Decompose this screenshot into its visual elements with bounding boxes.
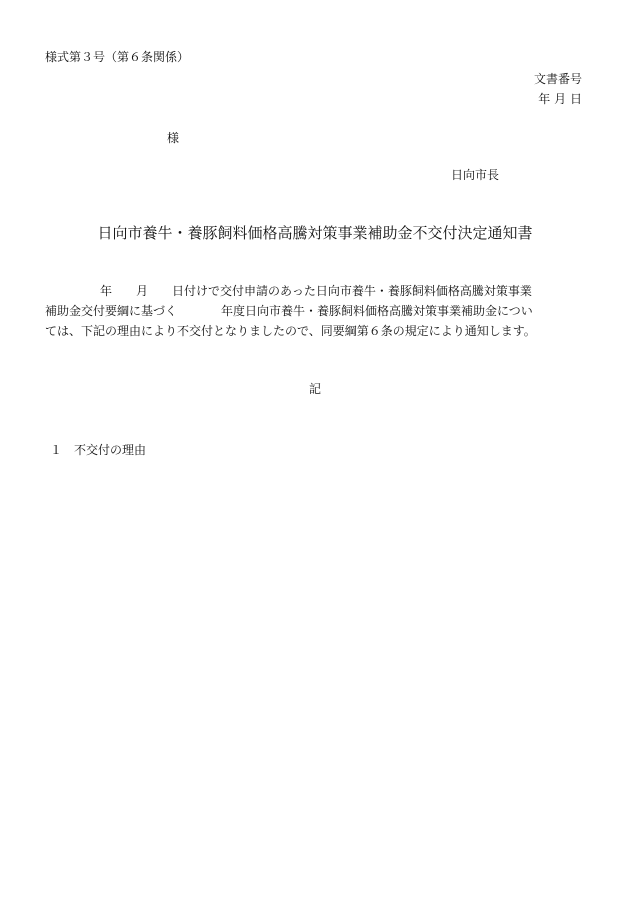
- issuer: 日向市長: [451, 168, 500, 182]
- item-label: 不交付の理由: [74, 443, 147, 457]
- addressee-suffix: 様: [167, 131, 180, 145]
- body-text: [45, 281, 590, 341]
- date-day: 日: [569, 92, 582, 106]
- body-line-2-rest: 年度日向市養牛・養豚飼料価格高騰対策事業補助金につい: [221, 304, 533, 318]
- document-number-label: 文書番号: [533, 72, 582, 86]
- body-line-2-start: 補助金交付要綱に基づく: [45, 304, 178, 318]
- ki-heading: 記: [308, 382, 321, 396]
- body-line-1-rest: 日付けで交付申請のあった日向市養牛・養豚飼料価格高騰対策事業: [172, 284, 532, 298]
- body-year: 年: [100, 284, 113, 298]
- item-number: １: [50, 443, 63, 457]
- date-year: 年: [538, 92, 551, 106]
- body-month: 月: [136, 284, 149, 298]
- document-title: 日向市養牛・養豚飼料価格高騰対策事業補助金不交付決定通知書: [97, 224, 533, 242]
- list-item: [50, 441, 146, 458]
- body-line-2: [45, 301, 590, 321]
- form-number: 様式第３号（第６条関係）: [45, 50, 190, 64]
- date-line: [538, 90, 582, 107]
- date-month: 月: [554, 92, 567, 106]
- body-line-1: [45, 281, 590, 301]
- body-line-3: ては、下記の理由により不交付となりましたので、同要綱第６条の規定により通知します。: [45, 324, 536, 338]
